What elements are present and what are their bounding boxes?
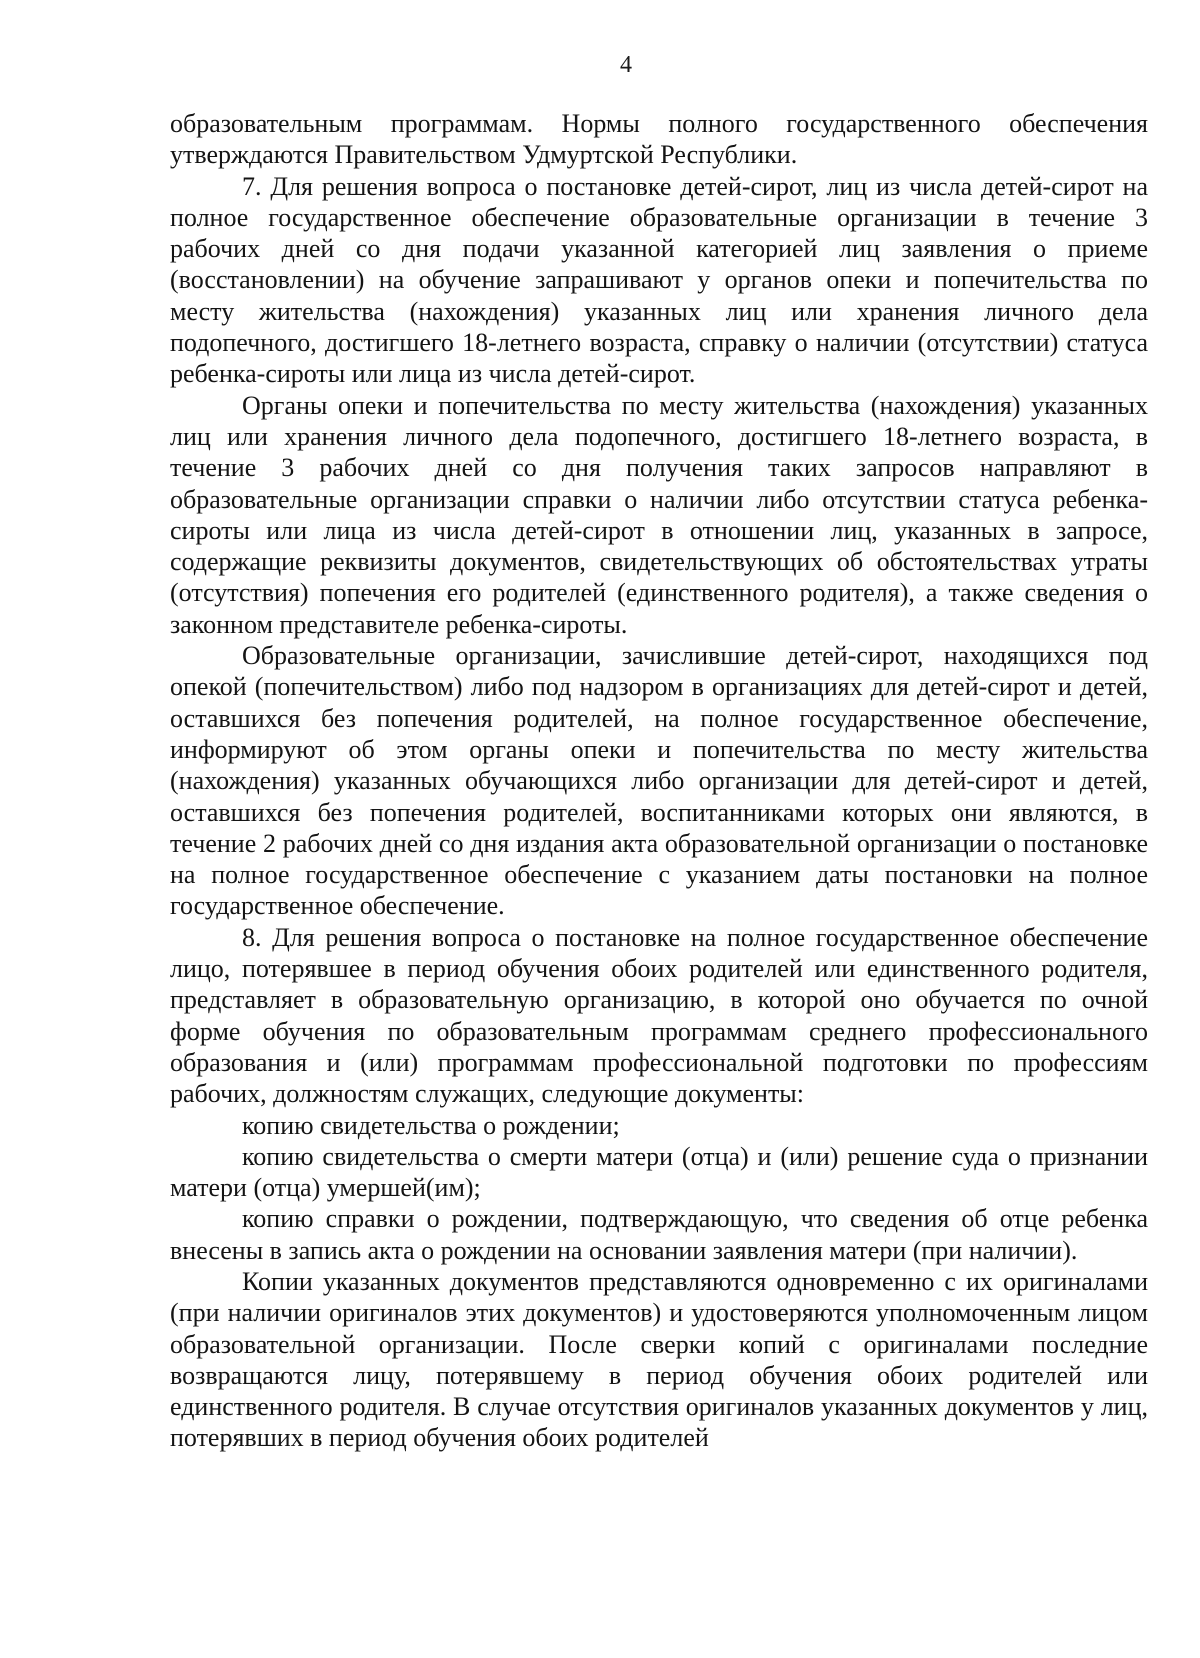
paragraph-document-copies: Копии указанных документов представляются одновременно с их оригиналами (при наличии оригиналов этих документов) и удостоверяются уполномоченным лицом образовательной организации. После сверки копий с оригиналами последние возвращаются лицу, потерявшему в период обучения обоих родителей или единственного родителя. В случае отсутствия оригиналов указанных документов у лиц, потерявших в период обучения обоих родителей — [170, 1266, 1148, 1453]
paragraph-guardianship-bodies: Органы опеки и попечительства по месту жительства (нахождения) указанных лиц или хранения личного дела подопечного, достигшего 18-летнего возраста, в течение 3 рабочих дней со дня получения таких запросов направляют в образовательные организации справки о наличии либо отсутствии статуса ребенка-сироты или лица из числа детей-сирот в отношении лиц, указанных в запросе, содержащие реквизиты документов, свидетельствующих об обстоятельствах утраты (отсутствия) попечения его родителей (единственного родителя), а также сведения о законном представителе ребенка-сироты. — [170, 390, 1148, 639]
list-item-birth-reference: копию справки о рождении, подтверждающую, что сведения об отце ребенка внесены в запись акта о рождении на основании заявления матери (при наличии). — [170, 1204, 1148, 1265]
document-body — [170, 108, 1148, 1454]
page-number: 4 — [620, 52, 632, 78]
paragraph-educational-organizations: Образовательные организации, зачислившие детей-сирот, находящихся под опекой (попечительством) либо под надзором в организациях для детей-сирот и детей, оставшихся без попечения родителей, на полное государственное обеспечение, информируют об этом органы опеки и попечительства по месту жительства (нахождения) указанных обучающихся либо организации для детей-сирот и детей, оставшихся без попечения родителей, воспитанниками которых они являются, в течение 2 рабочих дней со дня издания акта образовательной организации о постановке на полное государственное обеспечение с указанием даты постановки на полное государственное обеспечение. — [170, 641, 1148, 921]
paragraph-continuation: образовательным программам. Нормы полного государственного обеспечения утверждаются Правительством Удмуртской Республики. — [170, 109, 1148, 170]
paragraph-item-8: 8. Для решения вопроса о постановке на полное государственное обеспечение лицо, потерявшее в период обучения обоих родителей или единственного родителя, представляет в образовательную организацию, в которой оно обучается по очной форме обучения по образовательным программам среднего профессионального образования и (или) программам профессиональной подготовки по профессиям рабочих, должностям служащих, следующие документы: — [170, 922, 1148, 1109]
list-item-death-certificate: копию свидетельства о смерти матери (отца) и (или) решение суда о признании матери (отца) умершей(им); — [170, 1141, 1148, 1203]
list-item-birth-certificate: копию свидетельства о рождении; — [242, 1110, 620, 1140]
paragraph-item-7: 7. Для решения вопроса о постановке детей-сирот, лиц из числа детей-сирот на полное государственное обеспечение образовательные организации в течение 3 рабочих дней со дня подачи указанной категорией лиц заявления о приеме (восстановлении) на обучение запрашивают у органов опеки и попечительства по месту жительства (нахождения) указанных лиц или хранения личного дела подопечного, достигшего 18-летнего возраста, справку о наличии (отсутствии) статуса ребенка-сироты или лица из числа детей-сирот. — [170, 171, 1148, 389]
